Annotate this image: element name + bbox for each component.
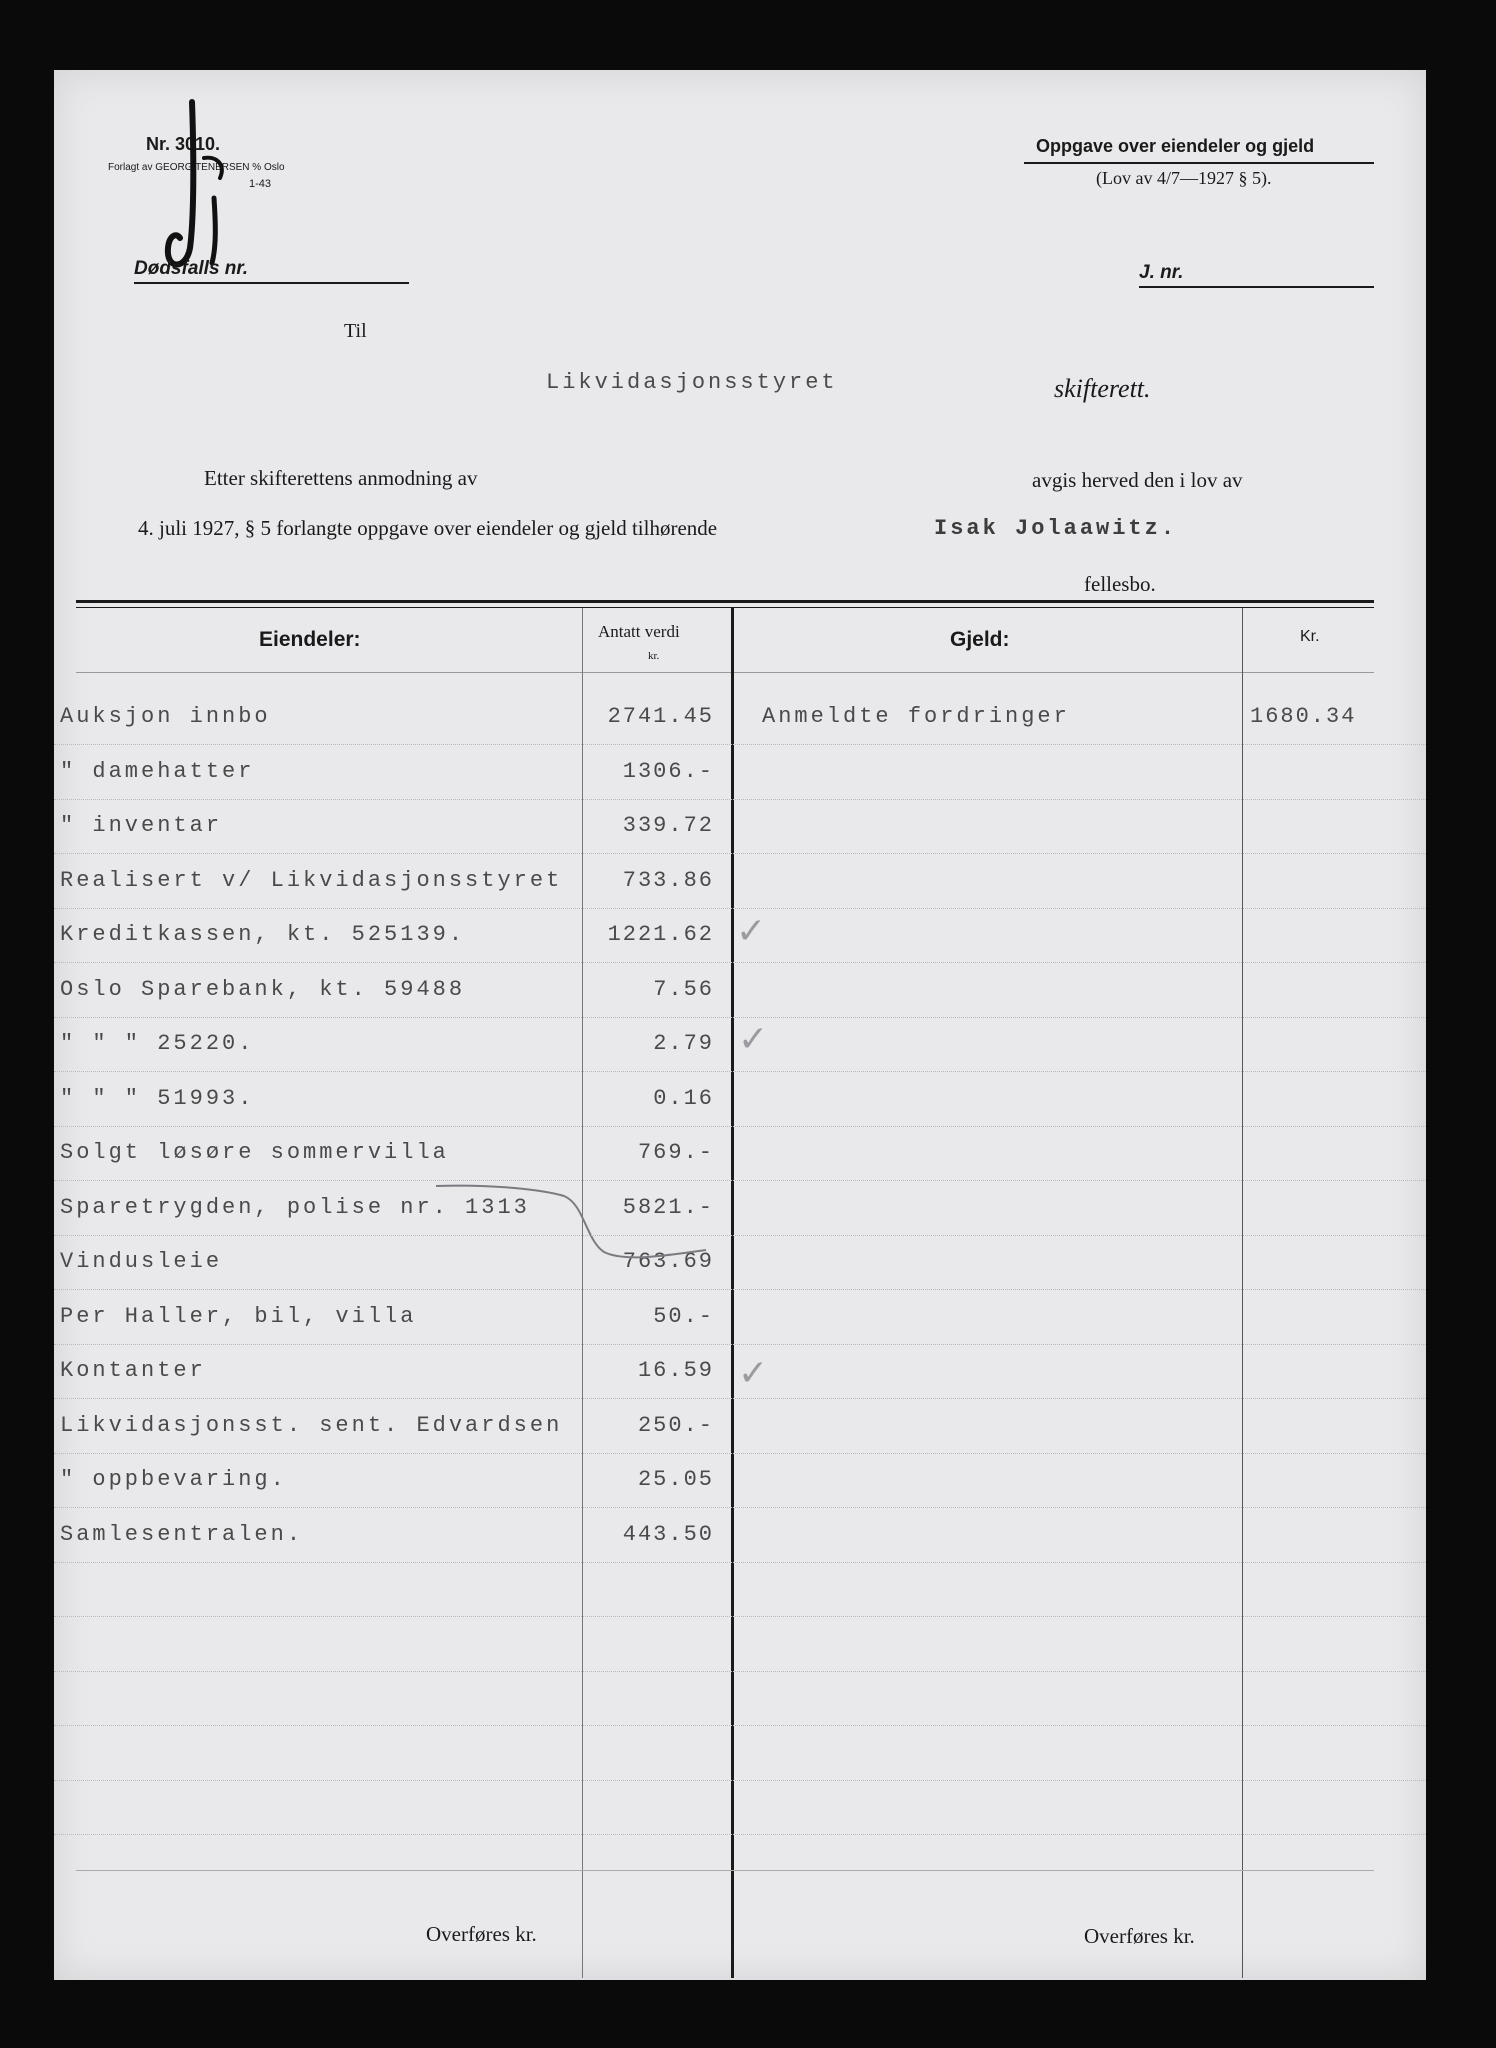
row-guide-line (54, 1126, 1426, 1128)
value-header: Antatt verdi (598, 622, 680, 641)
document-page (54, 70, 1426, 1980)
row-guide-line (54, 1071, 1426, 1073)
asset-label: Sparetrygden, polise nr. 1313 (60, 1195, 530, 1220)
assets-header: Eiendeler: (259, 628, 361, 651)
check-mark: ✓ (736, 910, 767, 951)
asset-value: 16.59 (637, 1358, 714, 1383)
row-guide-line (54, 1180, 1426, 1182)
table-top-rule-thin (76, 607, 1374, 608)
asset-value: 1306.- (622, 759, 714, 784)
print-code: 1-43 (249, 178, 272, 190)
statement-line1-start: Etter skifterettens anmodning av (204, 466, 478, 490)
journal-number-label: J. nr. (1139, 262, 1184, 283)
statement-line3-end: fellesbo. (1084, 572, 1156, 596)
asset-label: Auksjon innbo (60, 704, 271, 729)
asset-value: 733.86 (622, 868, 714, 893)
asset-value: 50.- (653, 1304, 714, 1329)
pencil-bracket-stroke (434, 1180, 714, 1270)
asset-label: " " " 51993. (60, 1086, 255, 1111)
asset-label: " " " 25220. (60, 1031, 255, 1056)
row-guide-line (54, 1453, 1426, 1455)
row-guide-line (54, 1671, 1426, 1673)
row-guide-line (54, 1507, 1426, 1509)
asset-value: 2741.45 (607, 704, 714, 729)
footer-rule (76, 1870, 1374, 1871)
column-divider-assets-value (582, 608, 583, 1978)
journal-number-line (1139, 286, 1374, 288)
asset-value: 5821.- (622, 1195, 714, 1220)
row-guide-line (54, 908, 1426, 910)
estate-number-line (134, 282, 409, 284)
row-guide-line (54, 1017, 1426, 1019)
asset-value: 250.- (637, 1413, 714, 1438)
asset-label: Kontanter (60, 1358, 206, 1383)
asset-value: 443.50 (622, 1522, 714, 1547)
asset-value: 339.72 (622, 813, 714, 838)
value-unit: kr. (648, 650, 660, 662)
asset-value: 7.56 (653, 977, 714, 1002)
table-top-rule (76, 600, 1374, 603)
asset-label: Per Haller, bil, villa (60, 1304, 417, 1329)
debt-label: Anmeldte fordringer (762, 704, 1070, 729)
debt-value: 1680.34 (1250, 704, 1357, 729)
asset-label: Samlesentralen. (60, 1522, 304, 1547)
form-number: Nr. 3010. (146, 134, 221, 154)
row-guide-line (54, 1780, 1426, 1782)
row-guide-line (54, 1725, 1426, 1727)
debts-header: Gjeld: (950, 628, 1010, 651)
handwritten-hook-mark (154, 98, 244, 278)
check-mark: ✓ (738, 1352, 769, 1393)
asset-label: Realisert v/ Likvidasjonsstyret (60, 868, 563, 893)
asset-label: Oslo Sparebank, kt. 59488 (60, 977, 466, 1002)
row-guide-line (54, 1235, 1426, 1237)
asset-label: " inventar (60, 813, 223, 838)
form-title: Oppgave over eiendeler og gjeld (1036, 136, 1315, 156)
row-guide-line (54, 1344, 1426, 1346)
row-guide-line (54, 744, 1426, 746)
carry-forward-left: Overføres kr. (426, 1922, 537, 1946)
asset-value: 0.16 (653, 1086, 714, 1111)
column-divider-center (731, 608, 734, 1978)
asset-label: Kreditkassen, kt. 525139. (60, 922, 466, 947)
column-divider-debts-value (1242, 608, 1243, 1978)
publisher-line: Forlagt av GEORG TENERSEN % Oslo (108, 162, 285, 173)
statement-line1-end: avgis herved den i lov av (1032, 468, 1243, 492)
asset-label: Solgt løsøre sommervilla (60, 1140, 449, 1165)
asset-value: 25.05 (637, 1467, 714, 1492)
check-mark: ✓ (738, 1018, 769, 1059)
title-underline (1024, 162, 1374, 164)
row-guide-line (54, 1398, 1426, 1400)
row-guide-line (54, 1616, 1426, 1618)
row-guide-line (54, 962, 1426, 964)
asset-label: " oppbevaring. (60, 1467, 287, 1492)
asset-label: Vindusleie (60, 1249, 223, 1274)
carry-forward-right: Overføres kr. (1084, 1924, 1195, 1948)
row-guide-line (54, 1289, 1426, 1291)
owner-name: Isak Jolaawitz. (934, 516, 1178, 541)
estate-number-label: Dødsfalls nr. (134, 258, 249, 279)
asset-value: 769.- (637, 1140, 714, 1165)
asset-value: 2.79 (653, 1031, 714, 1056)
law-reference: (Lov av 4/7—1927 § 5). (1096, 168, 1272, 188)
court-suffix: skifterett. (1054, 374, 1151, 403)
asset-label: " damehatter (60, 759, 255, 784)
asset-value: 763.69 (622, 1249, 714, 1274)
asset-label: Likvidasjonsst. sent. Edvardsen (60, 1413, 563, 1438)
to-label: Til (344, 320, 367, 342)
debt-value-header: Kr. (1300, 628, 1320, 645)
court-name: Likvidasjonsstyret (546, 370, 838, 395)
row-guide-line (54, 1562, 1426, 1564)
row-guide-line (54, 853, 1426, 855)
asset-value: 1221.62 (607, 922, 714, 947)
table-header-rule (76, 672, 1374, 673)
statement-line2: 4. juli 1927, § 5 forlangte oppgave over eiendeler og gjeld tilhørende (138, 516, 718, 540)
row-guide-line (54, 799, 1426, 801)
row-guide-line (54, 1834, 1426, 1836)
